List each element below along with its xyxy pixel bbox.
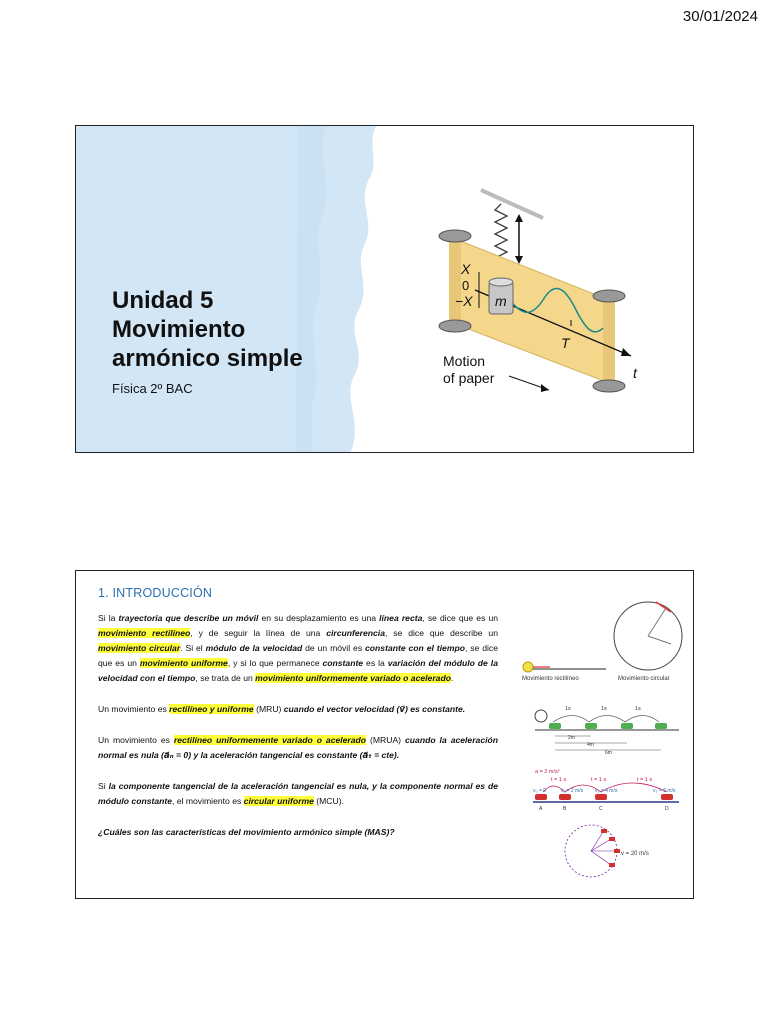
title-line-2: Movimiento xyxy=(112,316,246,343)
paragraph-5: ¿Cuáles son las características del movimiento armónico simple (MAS)? xyxy=(98,827,395,837)
label-rectilineo: Movimiento rectilíneo xyxy=(522,676,579,682)
mrua-t1: t = 1 s xyxy=(551,777,567,783)
mcu-figure xyxy=(561,823,671,879)
label-period: T xyxy=(561,335,570,351)
mru-d2: 4m xyxy=(587,742,594,748)
label-zero: 0 xyxy=(462,278,470,293)
trajectory-figure xyxy=(516,601,686,683)
title-block xyxy=(112,286,303,396)
mru-figure xyxy=(531,704,681,756)
label-x-bottom: −X xyxy=(455,293,473,309)
mrua-point-b: B xyxy=(563,806,567,812)
mcu-velocity: v = 20 m/s xyxy=(621,851,649,857)
mrua-t3: t = 1 s xyxy=(637,777,653,783)
mru-t2: 1s xyxy=(601,706,607,712)
title-line-3: armónico simple xyxy=(112,345,303,372)
mrua-v1: v₁ = 2 m/s xyxy=(561,788,584,794)
section-title: 1. INTRODUCCIÓN xyxy=(98,586,213,600)
caption-line-2: of paper xyxy=(443,370,495,386)
mru-d1: 2m xyxy=(568,735,575,741)
subtitle: Física 2º BAC xyxy=(112,381,193,396)
paragraph-2: Un movimiento es rectilíneo y uniforme (MRU) cuando el vector velocidad (v⃗) es constante. xyxy=(98,704,466,714)
mrua-point-c: C xyxy=(599,806,603,812)
title-slide xyxy=(75,125,694,453)
spring-mass-figure xyxy=(431,188,666,398)
paragraph-1: Si la trayectoria que describe un móvil en su desplazamiento es una línea recta, se dice que es un movimiento rectilíneo, y de seguir la línea de una circunferencia, se dice que describe un movimiento circular. Si el módulo de la velocidad de un móvil es constante con el tiempo, se dice que es un movimiento uniforme, y si lo que permanece constante es la variación del módulo de la velocidad con el tiempo, se trata de un movimiento uniformemente variado o acelerado. xyxy=(98,613,499,683)
intro-slide xyxy=(75,570,694,899)
mru-t3: 1s xyxy=(635,706,641,712)
date: 30/01/2024 xyxy=(682,8,758,25)
title-line-1: Unidad 5 xyxy=(112,287,214,314)
label-x-top: X xyxy=(461,261,471,277)
mru-t1: 1s xyxy=(565,706,571,712)
mrua-t2: t = 1 s xyxy=(591,777,607,783)
mrua-v3: v₃ = 6 m/s xyxy=(653,788,676,794)
mrua-v2: v₂ = 4 m/s xyxy=(595,788,618,794)
mru-d3: 6m xyxy=(605,750,612,756)
paragraph-3: Un movimiento es rectilíneo uniformemente variado o acelerado (MRUA) cuando la aceleración normal es nula (a⃗ₙ = 0) y la aceleración tangencial es constante (a⃗ₜ = cte). xyxy=(98,735,498,760)
label-circular: Movimiento circular xyxy=(618,676,670,682)
mrua-point-a: A xyxy=(539,806,543,812)
mrua-figure xyxy=(531,766,681,816)
mrua-v0: v₀ = 0 xyxy=(533,788,547,794)
paragraph-4: Si la componente tangencial de la aceleración tangencial es nula, y la componente normal es de módulo constante, el movimiento es circular uniforme (MCU). xyxy=(98,781,498,806)
label-mass: m xyxy=(495,293,507,309)
caption-line-1: Motion xyxy=(443,353,486,369)
slide-body xyxy=(98,611,498,856)
mrua-acc: a = 2 m/s² xyxy=(535,769,560,775)
label-time: t xyxy=(633,365,637,381)
mrua-point-d: D xyxy=(665,806,669,812)
